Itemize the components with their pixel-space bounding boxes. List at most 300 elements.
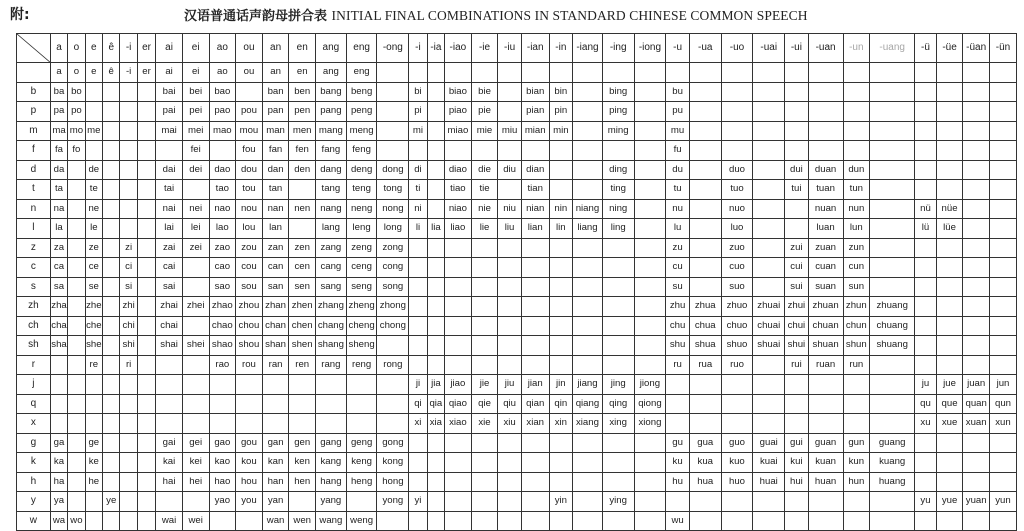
syllable-cell: chuang (870, 316, 915, 336)
syllable-cell (721, 414, 753, 434)
syllable-cell (753, 238, 785, 258)
syllable-cell (843, 63, 870, 83)
syllable-cell (427, 102, 444, 122)
syllable-cell (445, 141, 472, 161)
syllable-cell (870, 355, 915, 375)
syllable-cell: lao (209, 219, 236, 239)
initial-header: g (17, 433, 51, 453)
syllable-cell: bei (182, 82, 209, 102)
syllable-cell (843, 82, 870, 102)
syllable-cell: hou (236, 472, 263, 492)
syllable-cell: tao (209, 180, 236, 200)
syllable-cell (427, 492, 444, 512)
syllable-cell: gen (289, 433, 316, 453)
initial-header: q (17, 394, 51, 414)
syllable-cell (915, 63, 937, 83)
syllable-cell: zhuo (721, 297, 753, 317)
syllable-cell: fei (182, 141, 209, 161)
syllable-cell (573, 180, 603, 200)
syllable-cell (936, 453, 963, 473)
syllable-cell: pao (209, 102, 236, 122)
syllable-cell (634, 492, 666, 512)
syllable-cell (85, 375, 102, 395)
syllable-cell (68, 219, 85, 239)
syllable-cell: ba (50, 82, 67, 102)
syllable-cell (870, 258, 915, 278)
syllable-cell: niu (498, 199, 522, 219)
syllable-cell (445, 355, 472, 375)
final-header: -ün (989, 34, 1016, 63)
syllable-cell: beng (346, 82, 377, 102)
syllable-cell: nao (209, 199, 236, 219)
syllable-cell: kei (182, 453, 209, 473)
syllable-cell: wai (156, 511, 183, 531)
syllable-cell (68, 316, 85, 336)
syllable-cell (427, 453, 444, 473)
syllable-cell (936, 297, 963, 317)
syllable-cell (915, 453, 937, 473)
syllable-cell: ao (209, 63, 236, 83)
syllable-cell (721, 492, 753, 512)
syllable-cell: cong (377, 258, 409, 278)
syllable-cell (85, 511, 102, 531)
syllable-cell (753, 219, 785, 239)
syllable-cell (103, 453, 120, 473)
syllable-cell: duo (721, 160, 753, 180)
syllable-cell: nang (316, 199, 347, 219)
syllable-cell (963, 219, 990, 239)
syllable-cell (445, 63, 472, 83)
syllable-cell (963, 297, 990, 317)
syllable-cell (85, 82, 102, 102)
syllable-cell (103, 511, 120, 531)
syllable-cell (915, 472, 937, 492)
syllable-cell (427, 277, 444, 297)
syllable-cell: chun (843, 316, 870, 336)
syllable-cell (471, 238, 498, 258)
syllable-cell (808, 121, 843, 141)
syllable-cell (989, 219, 1016, 239)
syllable-cell: shai (156, 336, 183, 356)
syllable-cell: -i (120, 63, 137, 83)
syllable-cell: rao (209, 355, 236, 375)
syllable-cell: ca (50, 258, 67, 278)
syllable-cell (753, 63, 785, 83)
syllable-cell: ceng (346, 258, 377, 278)
syllable-cell: guang (870, 433, 915, 453)
syllable-cell: po (68, 102, 85, 122)
initial-header: x (17, 414, 51, 434)
syllable-cell: miao (445, 121, 472, 141)
syllable-cell (753, 511, 785, 531)
syllable-cell: ci (120, 258, 137, 278)
syllable-cell (471, 355, 498, 375)
syllable-cell: kai (156, 453, 183, 473)
syllable-cell (103, 277, 120, 297)
syllable-cell (209, 141, 236, 161)
syllable-cell (989, 160, 1016, 180)
syllable-cell (409, 511, 427, 531)
syllable-cell: miu (498, 121, 522, 141)
syllable-cell: ang (316, 63, 347, 83)
syllable-cell (137, 258, 155, 278)
syllable-cell (471, 297, 498, 317)
syllable-cell: ge (85, 433, 102, 453)
syllable-cell: zhui (785, 297, 809, 317)
syllable-cell: hang (316, 472, 347, 492)
syllable-cell: yue (936, 492, 963, 512)
syllable-cell (346, 414, 377, 434)
syllable-cell (498, 82, 522, 102)
syllable-cell (120, 433, 137, 453)
syllable-cell (549, 472, 573, 492)
syllable-cell (120, 82, 137, 102)
syllable-cell: chi (120, 316, 137, 336)
syllable-cell (602, 63, 634, 83)
syllable-cell: lian (521, 219, 549, 239)
initial-header: n (17, 199, 51, 219)
syllable-cell (85, 414, 102, 434)
syllable-cell (634, 180, 666, 200)
syllable-cell: mang (316, 121, 347, 141)
syllable-cell (377, 82, 409, 102)
syllable-cell: zao (209, 238, 236, 258)
syllable-cell: lie (471, 219, 498, 239)
syllable-cell: zan (262, 238, 289, 258)
syllable-cell (808, 375, 843, 395)
syllable-cell (843, 375, 870, 395)
syllable-cell: luan (808, 219, 843, 239)
syllable-cell: rang (316, 355, 347, 375)
syllable-cell (103, 472, 120, 492)
final-header: an (262, 34, 289, 63)
syllable-cell (549, 433, 573, 453)
syllable-cell: bian (521, 82, 549, 102)
syllable-cell (471, 472, 498, 492)
syllable-cell (936, 82, 963, 102)
syllable-cell: ze (85, 238, 102, 258)
syllable-cell (498, 492, 522, 512)
table-row (17, 316, 1017, 336)
syllable-cell: ka (50, 453, 67, 473)
initial-header: t (17, 180, 51, 200)
syllable-cell: shuang (870, 336, 915, 356)
syllable-cell: cu (666, 258, 690, 278)
syllable-cell (377, 63, 409, 83)
syllable-cell (963, 336, 990, 356)
syllable-cell: cha (50, 316, 67, 336)
syllable-cell (68, 433, 85, 453)
syllable-cell (120, 375, 137, 395)
syllable-cell (549, 316, 573, 336)
syllable-cell (634, 160, 666, 180)
syllable-cell: jiong (634, 375, 666, 395)
final-header: -i (409, 34, 427, 63)
syllable-cell: chuan (808, 316, 843, 336)
syllable-cell (521, 297, 549, 317)
syllable-cell (573, 297, 603, 317)
syllable-cell: cao (209, 258, 236, 278)
syllable-cell (689, 277, 721, 297)
syllable-cell (445, 433, 472, 453)
syllable-cell: dang (316, 160, 347, 180)
syllable-cell (634, 316, 666, 336)
syllable-cell: o (68, 63, 85, 83)
syllable-cell: zong (377, 238, 409, 258)
syllable-cell (634, 219, 666, 239)
syllable-cell (843, 511, 870, 531)
syllable-cell: shuo (721, 336, 753, 356)
initial-header: sh (17, 336, 51, 356)
syllable-cell (634, 141, 666, 161)
syllable-cell (936, 258, 963, 278)
syllable-cell (573, 472, 603, 492)
syllable-cell (120, 102, 137, 122)
syllable-cell: gei (182, 433, 209, 453)
combination-table (16, 33, 1017, 531)
syllable-cell: cuan (808, 258, 843, 278)
syllable-cell (68, 336, 85, 356)
syllable-cell: chen (289, 316, 316, 336)
syllable-cell (936, 355, 963, 375)
syllable-cell: nu (666, 199, 690, 219)
syllable-cell (602, 141, 634, 161)
syllable-cell (445, 472, 472, 492)
syllable-cell (870, 394, 915, 414)
syllable-cell (936, 433, 963, 453)
syllable-cell: shei (182, 336, 209, 356)
syllable-cell: ping (602, 102, 634, 122)
syllable-cell: du (666, 160, 690, 180)
syllable-cell: sou (236, 277, 263, 297)
final-header: -uai (753, 34, 785, 63)
syllable-cell (549, 258, 573, 278)
syllable-cell (602, 433, 634, 453)
syllable-cell: ning (602, 199, 634, 219)
table-row (17, 336, 1017, 356)
syllable-cell: xiong (634, 414, 666, 434)
syllable-cell: neng (346, 199, 377, 219)
syllable-cell: chu (666, 316, 690, 336)
syllable-cell: yang (316, 492, 347, 512)
syllable-cell (156, 394, 183, 414)
syllable-cell (521, 258, 549, 278)
syllable-cell: xue (936, 414, 963, 434)
syllable-cell (689, 63, 721, 83)
syllable-cell (409, 453, 427, 473)
syllable-cell: tian (521, 180, 549, 200)
syllable-cell (963, 355, 990, 375)
syllable-cell: ke (85, 453, 102, 473)
syllable-cell (498, 63, 522, 83)
syllable-cell (785, 375, 809, 395)
syllable-cell (471, 316, 498, 336)
syllable-cell (103, 238, 120, 258)
syllable-cell (471, 141, 498, 161)
syllable-cell: za (50, 238, 67, 258)
syllable-cell (915, 82, 937, 102)
syllable-cell (989, 199, 1016, 219)
syllable-cell (721, 141, 753, 161)
syllable-cell (103, 355, 120, 375)
syllable-cell: zhou (236, 297, 263, 317)
syllable-cell (521, 336, 549, 356)
table-row (17, 433, 1017, 453)
syllable-cell (549, 141, 573, 161)
syllable-cell (870, 199, 915, 219)
syllable-cell: dong (377, 160, 409, 180)
syllable-cell (915, 277, 937, 297)
syllable-cell: pan (262, 102, 289, 122)
syllable-cell: wei (182, 511, 209, 531)
syllable-cell: huai (753, 472, 785, 492)
syllable-cell (498, 277, 522, 297)
syllable-cell: cai (156, 258, 183, 278)
syllable-cell (963, 511, 990, 531)
final-header: -iu (498, 34, 522, 63)
syllable-cell (549, 277, 573, 297)
initial-header: y (17, 492, 51, 512)
syllable-cell (68, 394, 85, 414)
syllable-cell (137, 297, 155, 317)
syllable-cell: gui (785, 433, 809, 453)
syllable-cell (843, 394, 870, 414)
syllable-cell: zheng (346, 297, 377, 317)
syllable-cell (573, 121, 603, 141)
syllable-cell: ken (289, 453, 316, 473)
syllable-cell: shen (289, 336, 316, 356)
syllable-cell (689, 258, 721, 278)
syllable-cell: feng (346, 141, 377, 161)
syllable-cell: ku (666, 453, 690, 473)
syllable-cell (427, 297, 444, 317)
syllable-cell: hui (785, 472, 809, 492)
syllable-cell (427, 355, 444, 375)
syllable-cell (377, 511, 409, 531)
syllable-cell: bie (471, 82, 498, 102)
syllable-cell (521, 433, 549, 453)
table-row (17, 297, 1017, 317)
syllable-cell (721, 82, 753, 102)
syllable-cell (156, 355, 183, 375)
syllable-cell: yu (915, 492, 937, 512)
table-row (17, 414, 1017, 434)
syllable-cell: sha (50, 336, 67, 356)
syllable-cell (573, 238, 603, 258)
syllable-cell (427, 258, 444, 278)
syllable-cell (521, 63, 549, 83)
syllable-cell (989, 102, 1016, 122)
syllable-cell: bo (68, 82, 85, 102)
syllable-cell (936, 316, 963, 336)
syllable-cell: mian (521, 121, 549, 141)
syllable-cell: zhong (377, 297, 409, 317)
syllable-cell: sai (156, 277, 183, 297)
syllable-cell (989, 355, 1016, 375)
final-header: e (85, 34, 102, 63)
syllable-cell: qiu (498, 394, 522, 414)
initial-header: j (17, 375, 51, 395)
final-header: -ui (785, 34, 809, 63)
syllable-cell: zhai (156, 297, 183, 317)
syllable-cell: run (843, 355, 870, 375)
syllable-cell: en (289, 63, 316, 83)
syllable-cell (85, 492, 102, 512)
syllable-cell: chan (262, 316, 289, 336)
syllable-cell (120, 511, 137, 531)
syllable-cell: rong (377, 355, 409, 375)
syllable-cell: li (409, 219, 427, 239)
syllable-cell (753, 414, 785, 434)
syllable-cell (936, 121, 963, 141)
syllable-cell: rui (785, 355, 809, 375)
syllable-cell (521, 238, 549, 258)
syllable-cell (989, 121, 1016, 141)
syllable-cell (721, 394, 753, 414)
initial-header: p (17, 102, 51, 122)
syllable-cell (870, 238, 915, 258)
syllable-cell (427, 180, 444, 200)
syllable-cell: chou (236, 316, 263, 336)
final-header: o (68, 34, 85, 63)
syllable-cell: dui (785, 160, 809, 180)
syllable-cell (377, 121, 409, 141)
syllable-cell: nian (521, 199, 549, 219)
syllable-cell (498, 316, 522, 336)
syllable-cell (634, 297, 666, 317)
syllable-cell: qu (915, 394, 937, 414)
syllable-cell: di (409, 160, 427, 180)
syllable-cell (409, 336, 427, 356)
syllable-cell (427, 433, 444, 453)
syllable-cell (634, 472, 666, 492)
syllable-cell (989, 511, 1016, 531)
syllable-cell (103, 316, 120, 336)
syllable-cell (689, 102, 721, 122)
syllable-cell: ei (182, 63, 209, 83)
syllable-cell (377, 414, 409, 434)
syllable-cell: shua (689, 336, 721, 356)
syllable-cell: jiu (498, 375, 522, 395)
syllable-cell (753, 355, 785, 375)
syllable-cell: tang (316, 180, 347, 200)
syllable-cell (808, 511, 843, 531)
syllable-cell (602, 355, 634, 375)
syllable-cell: kun (843, 453, 870, 473)
table-row (17, 180, 1017, 200)
syllable-cell: lai (156, 219, 183, 239)
syllable-cell: men (289, 121, 316, 141)
syllable-cell (573, 258, 603, 278)
syllable-cell (634, 355, 666, 375)
syllable-cell: zi (120, 238, 137, 258)
syllable-cell (963, 141, 990, 161)
syllable-cell: pian (521, 102, 549, 122)
syllable-cell: dao (209, 160, 236, 180)
syllable-cell (602, 511, 634, 531)
syllable-cell (427, 199, 444, 219)
syllable-cell (137, 433, 155, 453)
syllable-cell (785, 63, 809, 83)
syllable-cell (445, 492, 472, 512)
syllable-cell: ming (602, 121, 634, 141)
syllable-cell (963, 121, 990, 141)
syllable-cell: tiao (445, 180, 472, 200)
syllable-cell (68, 355, 85, 375)
syllable-cell: lang (316, 219, 347, 239)
syllable-cell: qia (427, 394, 444, 414)
syllable-cell: mu (666, 121, 690, 141)
